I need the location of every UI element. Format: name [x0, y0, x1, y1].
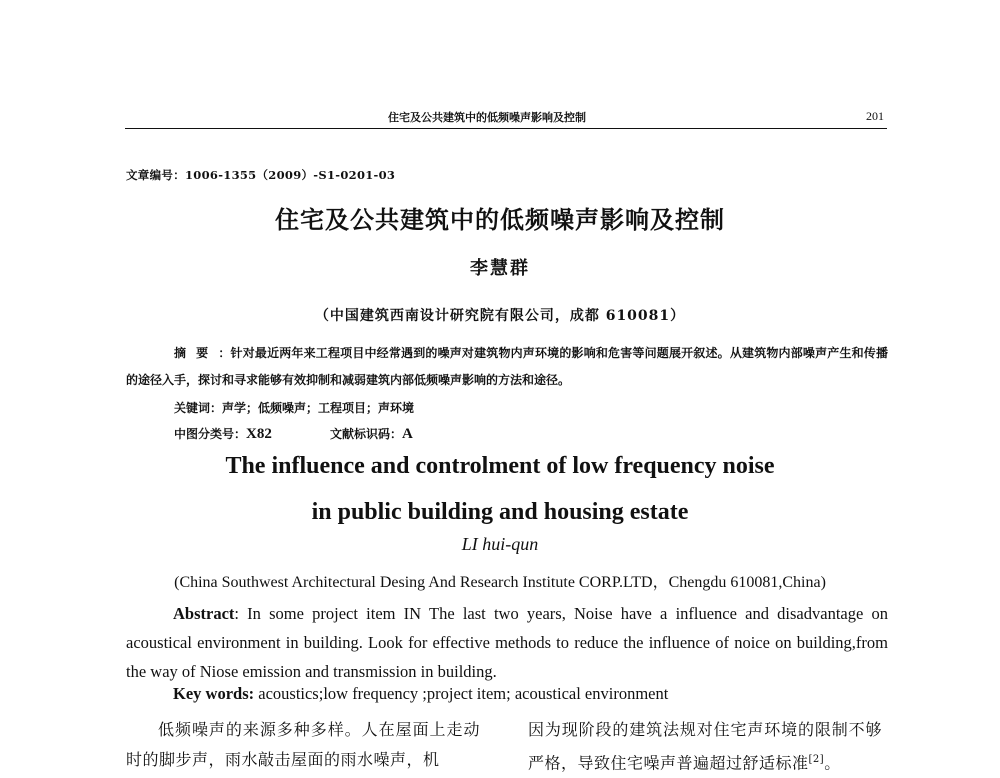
classification-value: X82: [246, 426, 272, 442]
classification-label: 中图分类号：: [174, 427, 247, 441]
classification-number: [174, 425, 272, 443]
english-keywords: [173, 684, 668, 704]
english-abstract-label: Abstract: [173, 604, 235, 623]
body-right-text: 因为现阶段的建筑法规对住宅声环境的限制不够严格，导致住宅噪声普遍超过舒适标准: [528, 720, 882, 773]
english-title-line2: in public building and housing estate: [311, 499, 689, 525]
english-author: LI hui-qun: [461, 534, 539, 554]
citation-ref: [2]: [808, 754, 825, 765]
body-right-column: [528, 715, 882, 778]
chinese-abstract-label: 摘要: [174, 346, 219, 360]
header-divider: [125, 128, 887, 129]
chinese-title: 住宅及公共建筑中的低频噪声影响及控制: [275, 206, 725, 234]
chinese-keywords: [174, 399, 414, 416]
document-code-label: 文献标识码：: [330, 427, 403, 441]
english-keywords-value: acoustics;low frequency ;project item; acoustical environment: [254, 684, 669, 703]
english-keywords-label: Key words:: [173, 684, 255, 703]
english-affiliation: (China Southwest Architectural Desing And Research Institute CORP.LTD，Chengdu 610081,China): [174, 574, 826, 591]
body-left-column: 低频噪声的来源多种多样。人在屋面上走动时的脚步声，雨水敲击屋面的雨水噪声，机: [126, 720, 480, 769]
english-title-line1: The influence and controlment of low frequency noise: [225, 453, 775, 479]
chinese-affiliation: （中国建筑西南设计研究院有限公司，成都 610081）: [314, 308, 686, 324]
chinese-abstract: [126, 340, 888, 394]
chinese-abstract-text: ：针对最近两年来工程项目中经常遇到的噪声对建筑物内声环境的影响和危害等问题展开叙述。从建筑物内部噪声产生和传播的途径入手，探讨和寻求能够有效抑制和减弱建筑内部低频噪声影响的方法和途径。: [126, 346, 888, 387]
chinese-keywords-value: 声学；低频噪声；工程项目；声环境: [222, 401, 415, 415]
page-number: 201: [866, 109, 884, 123]
body-right-end: 。: [824, 753, 841, 773]
english-abstract-text: : In some project item IN The last two years, Noise have a influence and disadvantage on acoustical environment in building. Look for effective methods to reduce the influence of noice on building,from the way of Niose emission and transmission in building.: [126, 604, 888, 681]
chinese-keywords-label: 关键词：: [174, 401, 223, 415]
english-abstract: [126, 599, 888, 686]
document-code: [330, 425, 413, 443]
document-code-value: A: [402, 426, 413, 442]
chinese-author: 李慧群: [470, 258, 530, 279]
running-title: 住宅及公共建筑中的低频噪声影响及控制: [388, 111, 586, 124]
article-number: 文章编号：1006-1355（2009）-S1-0201-03: [126, 168, 396, 182]
